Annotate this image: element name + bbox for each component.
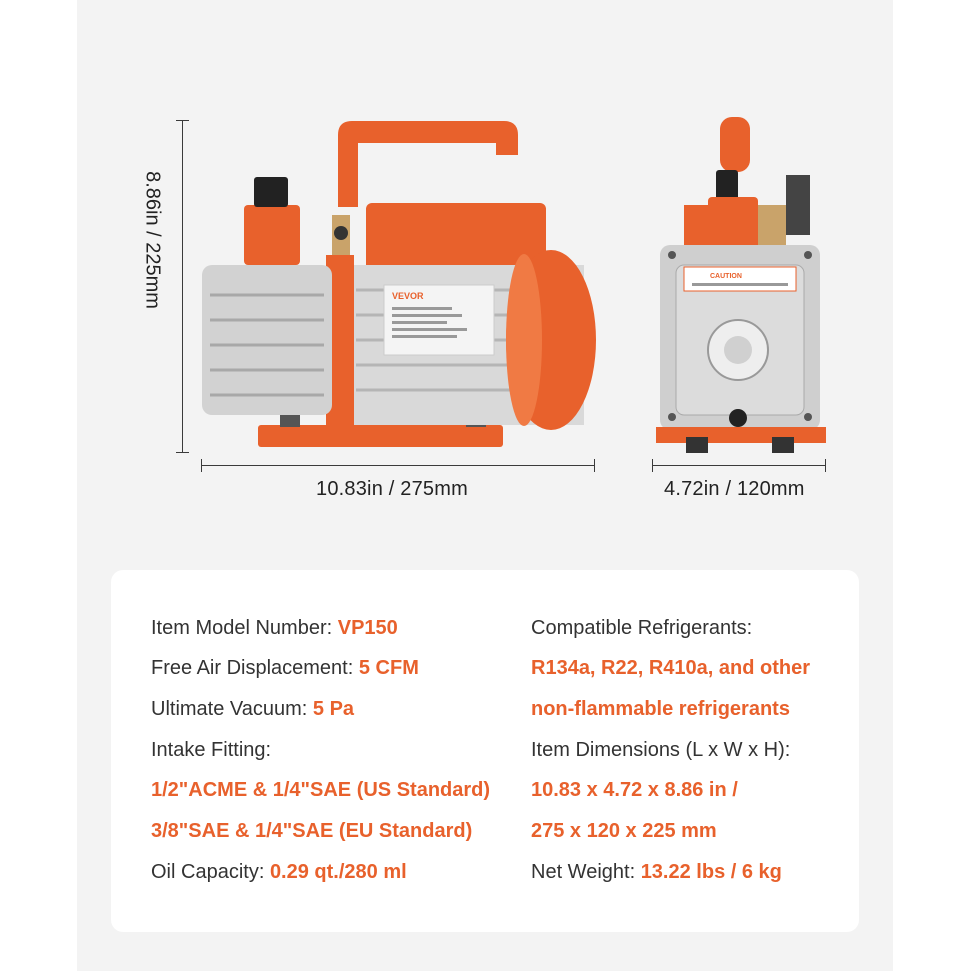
spec-free-air-displacement-label: Free Air Displacement: [151, 657, 359, 679]
intake-fitting-label-text: Intake Fitting: [151, 739, 272, 761]
item-dimensions-label-text: Item Dimensions (L x W x H): [531, 739, 791, 761]
height-dimension-tick-top [176, 120, 189, 121]
spec-oil-capacity-value: 0.29 qt./280 ml [269, 861, 407, 883]
spec-compatible-refrigerants-label [531, 616, 752, 640]
spec-ultimate-vacuum [151, 697, 354, 721]
spec-net-weight-value: 13.22 lbs / 6 kg [640, 861, 782, 883]
spec-ultimate-vacuum-label: Ultimate Vacuum: [151, 698, 313, 720]
spec-model-number-value: VP150 [337, 617, 398, 639]
spec-model-number-label: Item Model Number: [151, 617, 338, 639]
spec-oil-capacity-label: Oil Capacity: [151, 861, 270, 883]
width-dimension-tick-left [652, 459, 653, 472]
length-dimension-label: 10.83in / 275mm [316, 478, 468, 500]
spec-intake-fitting-eu: 3/8"SAE & 1/4"SAE (EU Standard) [151, 820, 473, 842]
width-dimension-label: 4.72in / 120mm [664, 478, 805, 500]
refrigerants-label-text: Compatible Refrigerants: [531, 617, 753, 639]
spec-item-dimensions-label [531, 738, 790, 762]
spec-refrigerants-line-2: non-flammable refrigerants [531, 698, 790, 720]
caution-label: CAUTION [710, 273, 742, 280]
spec-dimensions-inches: 10.83 x 4.72 x 8.86 in / [531, 779, 738, 801]
width-dimension-tick-right [825, 459, 826, 472]
spec-net-weight [531, 860, 782, 884]
spec-intake-fitting-label [151, 738, 271, 762]
height-dimension-label: 8.86in / 225mm [141, 171, 164, 309]
spec-net-weight-label: Net Weight: [531, 861, 641, 883]
pump-side-view-image [196, 115, 606, 455]
spec-free-air-displacement-value: 5 CFM [358, 657, 419, 679]
length-dimension-line [201, 465, 595, 466]
height-dimension-line [182, 120, 183, 453]
spec-free-air-displacement [151, 656, 419, 680]
spec-refrigerants-line-1: R134a, R22, R410a, and other [531, 657, 811, 679]
width-dimension-line [652, 465, 826, 466]
height-dimension-tick-bottom [176, 452, 189, 453]
spec-oil-capacity [151, 860, 407, 884]
length-dimension-tick-right [594, 459, 595, 472]
spec-ultimate-vacuum-value: 5 Pa [312, 698, 355, 720]
pump-front-view-image [650, 115, 830, 455]
brand-label: VEVOR [392, 291, 424, 301]
spec-dimensions-mm: 275 x 120 x 225 mm [531, 820, 717, 842]
spec-model-number [151, 616, 398, 640]
length-dimension-tick-left [201, 459, 202, 472]
spec-intake-fitting-us: 1/2"ACME & 1/4"SAE (US Standard) [151, 779, 491, 801]
